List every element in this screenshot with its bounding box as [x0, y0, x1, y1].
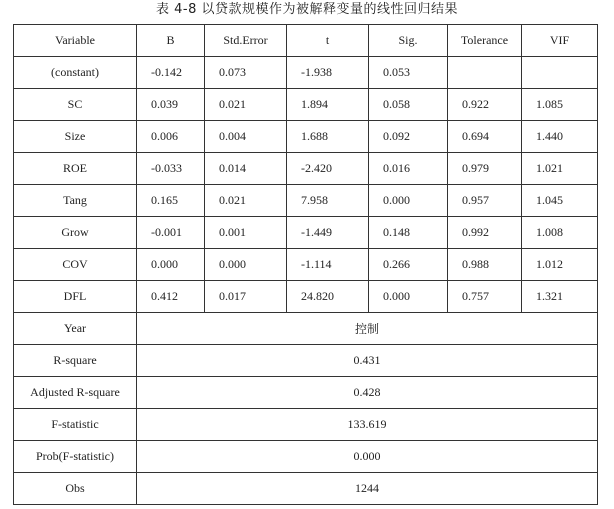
b-cell: -0.001 [137, 217, 205, 249]
summary-value-cell: 0.431 [137, 345, 598, 377]
vif-cell: 1.008 [522, 217, 598, 249]
table-row-dfl [14, 281, 598, 313]
header-cell-b: B [137, 25, 205, 57]
table-row-sc [14, 89, 598, 121]
tolerance-cell: 0.957 [448, 185, 522, 217]
summary-label-cell: F-statistic [14, 409, 137, 441]
t-cell: -1.938 [287, 57, 369, 89]
table-row-grow [14, 217, 598, 249]
tolerance-cell: 0.922 [448, 89, 522, 121]
variable-cell: (constant) [14, 57, 137, 89]
sig-cell: 0.016 [369, 153, 448, 185]
variable-cell: Size [14, 121, 137, 153]
t-cell: -1.114 [287, 249, 369, 281]
summary-label-cell: Prob(F-statistic) [14, 441, 137, 473]
summary-row-year [14, 313, 598, 345]
summary-label-cell: Obs [14, 473, 137, 505]
std-error-cell: 0.021 [205, 185, 287, 217]
std-error-cell: 0.021 [205, 89, 287, 121]
sig-cell: 0.000 [369, 185, 448, 217]
vif-cell: 1.021 [522, 153, 598, 185]
table-caption: 表 4-8 以贷款规模作为被解释变量的线性回归结果 [156, 2, 458, 17]
header-cell-std-error: Std.Error [205, 25, 287, 57]
sig-cell: 0.148 [369, 217, 448, 249]
sig-cell: 0.266 [369, 249, 448, 281]
sig-cell: 0.058 [369, 89, 448, 121]
variable-cell: DFL [14, 281, 137, 313]
table-row-roe [14, 153, 598, 185]
b-cell: 0.006 [137, 121, 205, 153]
t-cell: 1.688 [287, 121, 369, 153]
tolerance-cell: 0.757 [448, 281, 522, 313]
tolerance-cell: 0.992 [448, 217, 522, 249]
b-cell: -0.142 [137, 57, 205, 89]
vif-cell: 1.440 [522, 121, 598, 153]
summary-label-cell: R-square [14, 345, 137, 377]
table-row-tang [14, 185, 598, 217]
vif-cell: 1.085 [522, 89, 598, 121]
tolerance-cell: 0.979 [448, 153, 522, 185]
b-cell: 0.039 [137, 89, 205, 121]
std-error-cell: 0.004 [205, 121, 287, 153]
table-row-constant [14, 57, 598, 89]
t-cell: -2.420 [287, 153, 369, 185]
vif-cell: 1.045 [522, 185, 598, 217]
vif-cell [522, 57, 598, 89]
summary-value-cell: 0.428 [137, 377, 598, 409]
summary-value-cell: 1244 [137, 473, 598, 505]
variable-cell: ROE [14, 153, 137, 185]
t-cell: 1.894 [287, 89, 369, 121]
std-error-cell: 0.014 [205, 153, 287, 185]
summary-value-cell: 0.000 [137, 441, 598, 473]
variable-cell: Grow [14, 217, 137, 249]
summary-label-cell: Adjusted R-square [14, 377, 137, 409]
std-error-cell: 0.000 [205, 249, 287, 281]
summary-row-obs [14, 473, 598, 505]
t-cell: 24.820 [287, 281, 369, 313]
std-error-cell: 0.001 [205, 217, 287, 249]
summary-label-cell: Year [14, 313, 137, 345]
variable-cell: SC [14, 89, 137, 121]
std-error-cell: 0.073 [205, 57, 287, 89]
vif-cell: 1.321 [522, 281, 598, 313]
sig-cell: 0.053 [369, 57, 448, 89]
tolerance-cell: 0.694 [448, 121, 522, 153]
table-row-cov [14, 249, 598, 281]
variable-cell: COV [14, 249, 137, 281]
summary-row-adjusted-r-square [14, 377, 598, 409]
summary-row-prob-f-statistic [14, 441, 598, 473]
header-cell-sig: Sig. [369, 25, 448, 57]
tolerance-cell: 0.988 [448, 249, 522, 281]
b-cell: 0.165 [137, 185, 205, 217]
std-error-cell: 0.017 [205, 281, 287, 313]
header-cell-variable: Variable [14, 25, 137, 57]
b-cell: 0.412 [137, 281, 205, 313]
t-cell: -1.449 [287, 217, 369, 249]
header-cell-vif: VIF [522, 25, 598, 57]
b-cell: 0.000 [137, 249, 205, 281]
table-row-size [14, 121, 598, 153]
t-cell: 7.958 [287, 185, 369, 217]
regression-results-table [13, 24, 598, 505]
variable-cell: Tang [14, 185, 137, 217]
summary-value-cell: 控制 [137, 313, 598, 345]
tolerance-cell [448, 57, 522, 89]
vif-cell: 1.012 [522, 249, 598, 281]
summary-row-f-statistic [14, 409, 598, 441]
summary-row-r-square [14, 345, 598, 377]
header-row [14, 25, 598, 57]
summary-value-cell: 133.619 [137, 409, 598, 441]
b-cell: -0.033 [137, 153, 205, 185]
sig-cell: 0.000 [369, 281, 448, 313]
sig-cell: 0.092 [369, 121, 448, 153]
header-cell-t: t [287, 25, 369, 57]
header-cell-tolerance: Tolerance [448, 25, 522, 57]
